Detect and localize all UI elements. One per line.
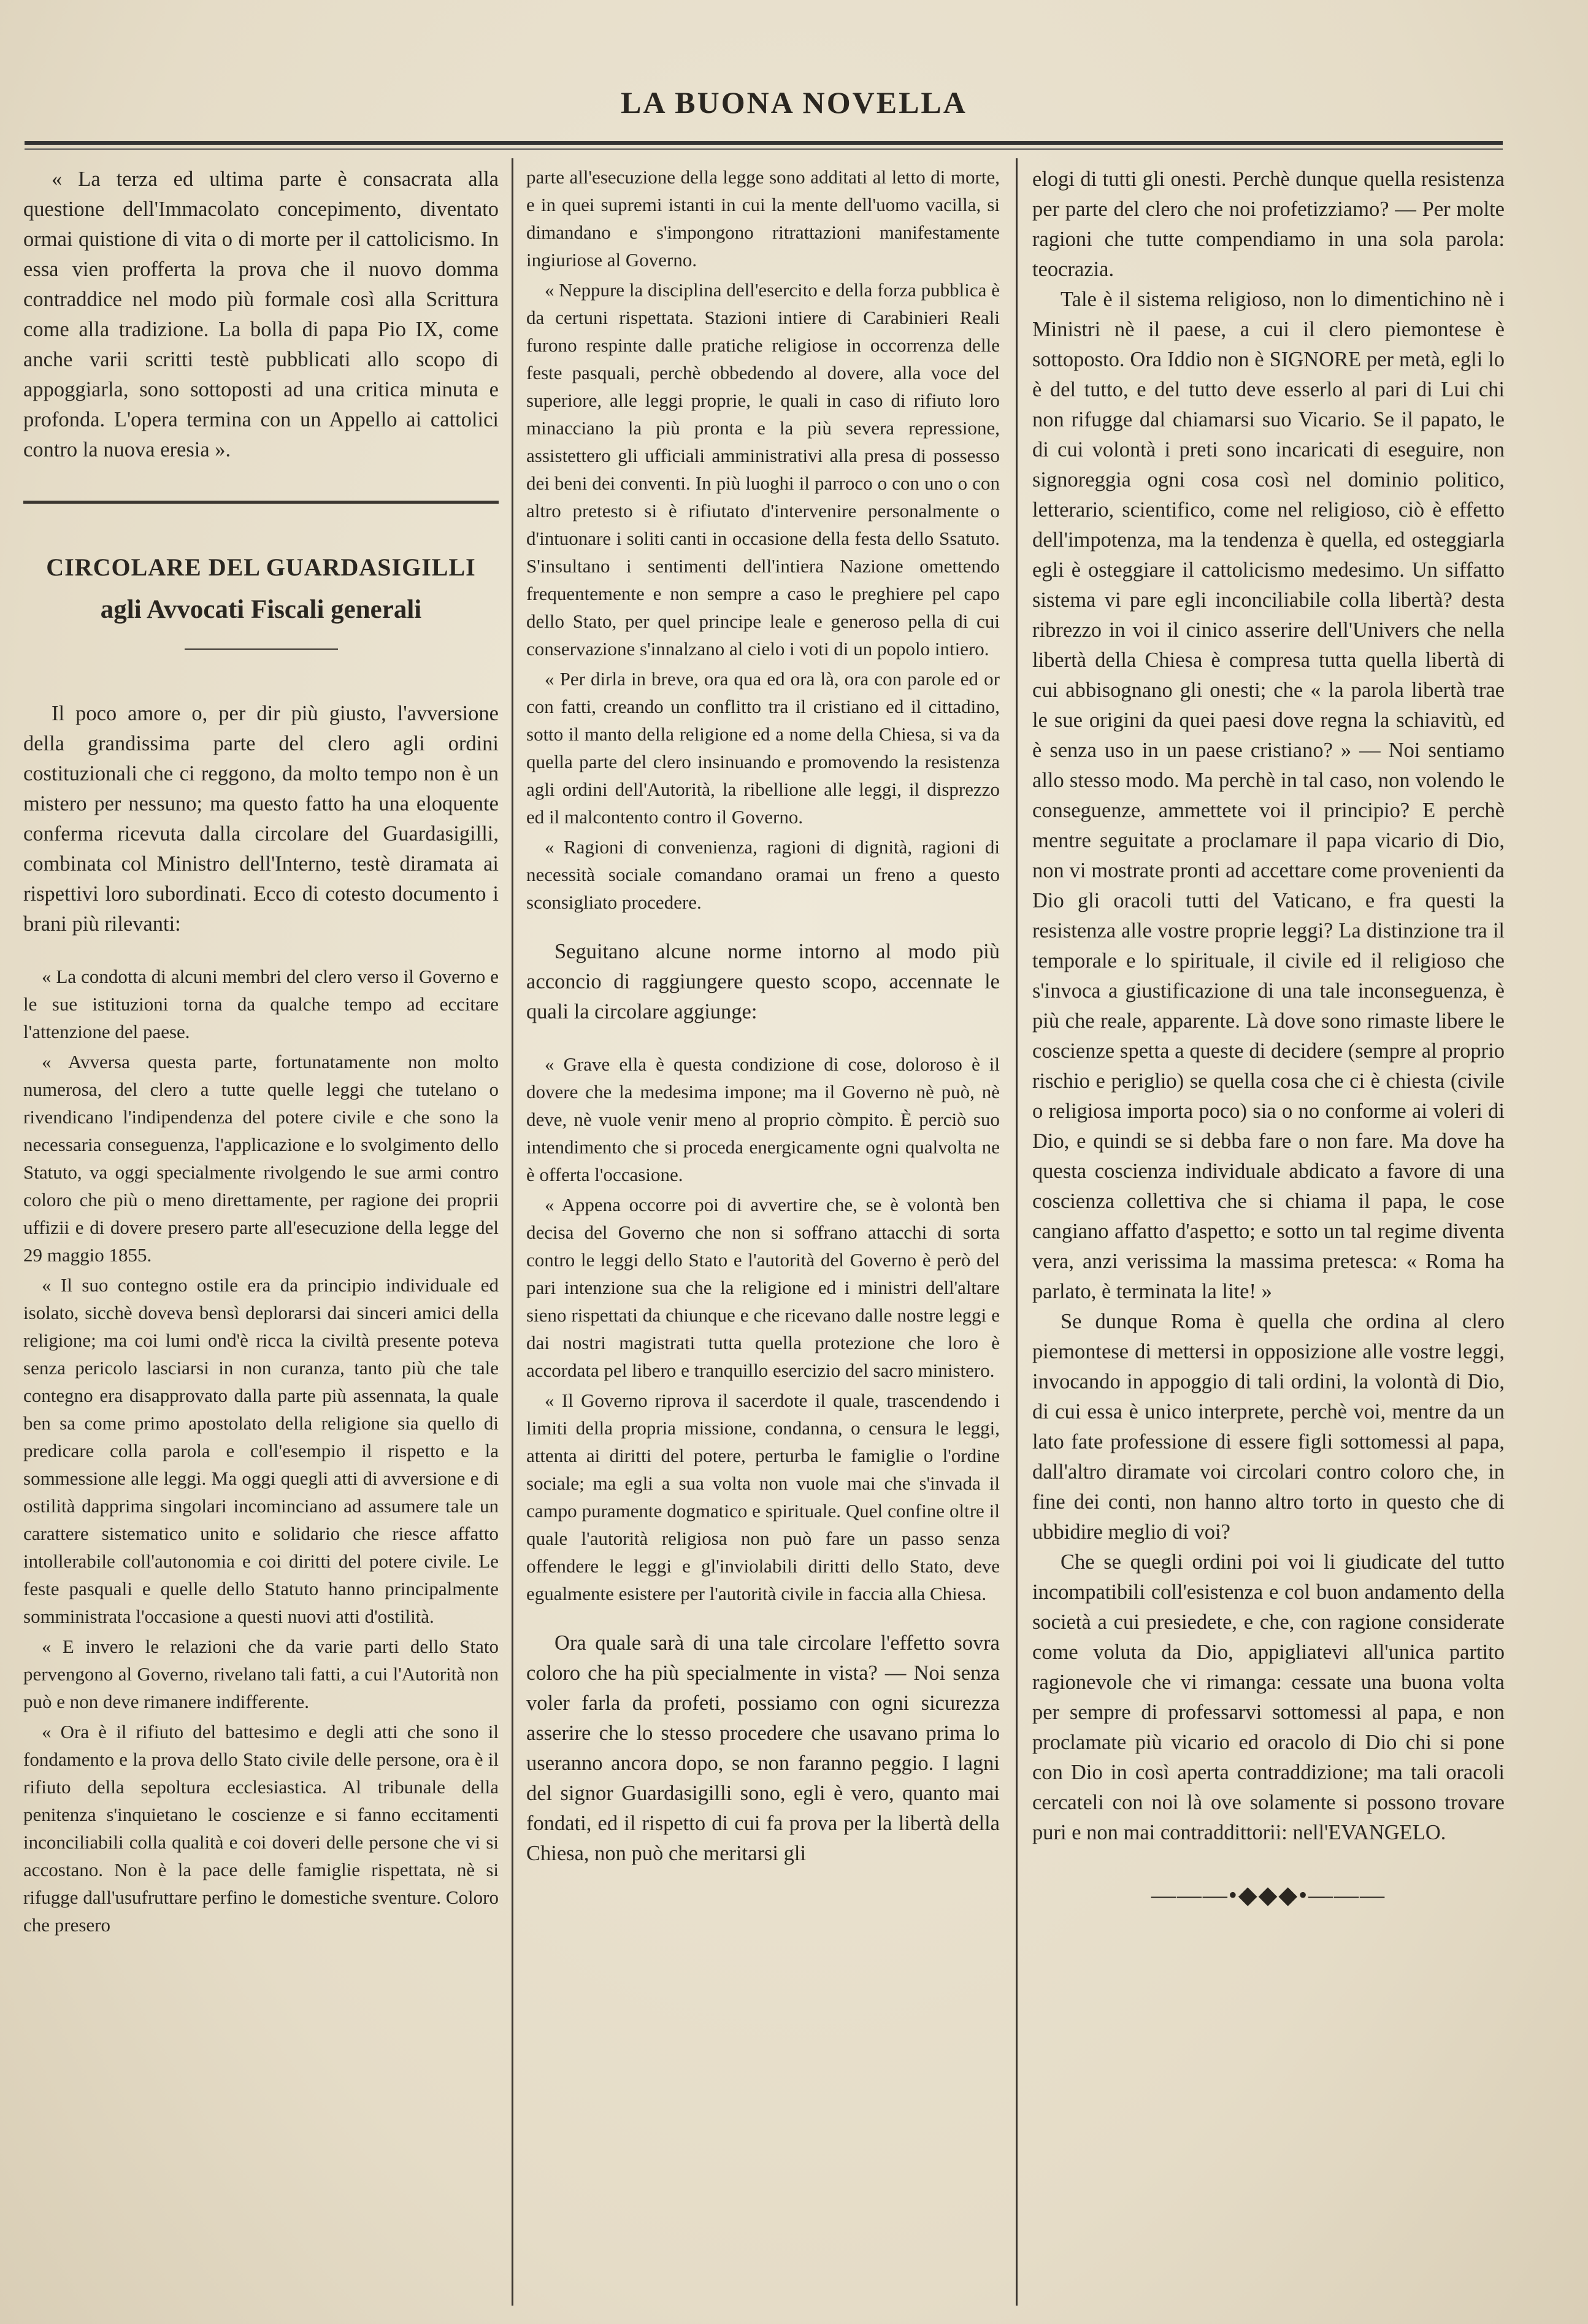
- column-divider-left: [512, 158, 513, 2306]
- section-rule: [23, 501, 499, 504]
- header-rule: [25, 141, 1503, 145]
- article-paragraph: Se dunque Roma è quella che ordina al clero piemontese di mettersi in opposizione alle vostre leggi, invocando in appoggio di tali ordini, la volontà di Dio, di cui essa è unico interprete, perchè voi, mentre da un lato fate professione di essere figli sottomessi al papa, dall'altro diramate voi circolari contro coloro che, in fine dei conti, non hanno altro torto in questo che di ubbidire meglio di voi?: [1032, 1310, 1505, 1544]
- quoted-paragraph: « Il Governo riprova il sacerdote il quale, trascendendo i limiti della propria missione, condanna, o censura le leggi, attenta ai diritti del potere, perturba le famiglie o l'ordine sociale; ma egli a sua volta non vuole mai che s'invada il campo puramente dogmatico e spirituale. Quel confine oltre il quale l'autorità religiosa non può fare un passo senza offendere le leggi e gl'inviolabili diritti dello Stato, deve egualmente esistere per l'autorità civile in faccia alla Chiesa.: [526, 1390, 1000, 1604]
- column-1: [23, 164, 499, 1939]
- quoted-paragraph: « Ora è il rifiuto del battesimo e degli atti che sono il fondamento e la prova dello Stato civile delle persone, ora è il rifiuto della sepoltura ecclesiastica. Al tribunale della penitenza s'inquietano le coscienze e si fanno eccitamenti inconciliabili colla qualità e coi doveri delle persone che vi si accostano. Non è la pace delle famiglie rispettata, nè si rifugge dall'usufruttare perfino le domestiche sventure. Coloro che presero: [23, 1721, 499, 1936]
- header-rule-thin: [25, 148, 1503, 150]
- quoted-paragraph: « Per dirla in breve, ora qua ed ora là, ora con parole ed or con fatti, creando un conflitto tra il cristiano ed il cittadino, sotto il manto della religione ed a nome della Chiesa, si va da quella parte del clero insinuando e promovendo la resistenza agli ordini dell'Autorità, la ribellione alle leggi, il disprezzo ed il malcontento contro il Governo.: [526, 668, 1000, 828]
- closing-ornament: ———•◆◆◆•———: [1151, 1881, 1386, 1909]
- quoted-paragraph: « Il suo contegno ostile era da principio individuale ed isolato, sicchè doveva bensì deplorarsi dai sinceri amici della religione; ma coi lumi ond'è ricca la civiltà presente poteva senza pericolo lasciarsi in non curanza, tanto più che tale contegno era disapprovato dalla parte più assennata, la quale ben sa come primo apostolato della religione sia quello di predicare colla parola e coll'esempio il rispetto e la sommessione alle leggi. Ma oggi quegli atti di avversione e di ostilità dapprima singolari incominciano ad assumere tale un carattere sistematico unito e solidario che riesce affatto intollerabile coll'autonomia e coi diritti del potere civile. Le feste pasquali e quelle dello Statuto hanno principalmente somministrata l'occasione a questi nuovi atti d'ostilità.: [23, 1274, 499, 1627]
- title-underline: [185, 648, 338, 650]
- article-title: CIRCOLARE DEL GUARDASIGILLI: [46, 553, 476, 581]
- article-paragraph: Il poco amore o, per dir più giusto, l'avversione della grandissima parte del clero agli ordini costituzionali che ci reggono, da molto tempo non è un mistero per nessuno; ma questo fatto ha una eloquente conferma ricevuta dalla circolare del Guardasigilli, combinata col Ministro dell'Interno, testè diramata ai rispettivi loro subordinati. Ecco di cotesto documento i brani più rilevanti:: [23, 702, 499, 936]
- article-paragraph: Ora quale sarà di una tale circolare l'effetto sovra coloro che ha più specialmente in vista? — Noi senza voler farla da profeti, possiamo con ogni sicurezza asserire che lo stesso procedere che usavano prima lo useranno ancora dopo, se non faranno peggio. I lagni del signor Guardasigilli sono, egli è vero, quanto mai fondati, ed il rispetto di cui fa prova per la libertà della Chiesa, non può che meritarsi gli: [526, 1631, 1000, 1865]
- column-3: [1032, 164, 1505, 1910]
- column-2: [526, 161, 1000, 1869]
- quoted-paragraph: « Ragioni di convenienza, ragioni di dignità, ragioni di necessità sociale comandano oramai un freno a questo sconsigliato procedere.: [526, 836, 1000, 913]
- quoted-paragraph: « Appena occorre poi di avvertire che, se è volontà ben decisa del Governo che non si soffrano attacchi di sorta contro le leggi dello Stato e l'autorità del Governo è però del pari intenzione sua che la religione ed i ministri dell'altare sieno rispettati da chiunque e che ricevano dalle nostre leggi e dai nostri magistrati tutta quella protezione che loro è accordata pel libero e tranquillo esercizio del sacro ministero.: [526, 1194, 1000, 1381]
- article-paragraph: elogi di tutti gli onesti. Perchè dunque quella resistenza per parte del clero che noi profetizziamo? — Per molte ragioni che tutte compendiamo in una sola parola: teocrazia.: [1032, 167, 1505, 281]
- column-divider-right: [1016, 158, 1018, 2306]
- masthead: LA BUONA NOVELLA: [621, 85, 967, 120]
- article-subtitle: agli Avvocati Fiscali generali: [100, 595, 422, 624]
- quoted-paragraph: parte all'esecuzione della legge sono additati al letto di morte, e in quei supremi istanti in cui la mente dell'uomo vacilla, si dimandano e s'impongono ritrattazioni manifestamente ingiuriose al Governo.: [526, 166, 1000, 271]
- quoted-paragraph: « La condotta di alcuni membri del clero verso il Governo e le sue istituzioni torna da qualche tempo ad eccitare l'attenzione del paese.: [23, 966, 499, 1042]
- quoted-paragraph: « Grave ella è questa condizione di cose, doloroso è il dovere che la medesima impone; ma il Governo nè può, nè deve, nè vuole venir meno al proprio còmpito. È perciò suo intendimento che si proceda energicamente ogni qualvolta ne è offerta l'occasione.: [526, 1053, 1000, 1185]
- quoted-paragraph: « Avversa questa parte, fortunatamente non molto numerosa, del clero a tutte quelle leggi che tutelano o rivendicano l'indipendenza del potere civile e che sono la necessaria conseguenza, l'applicazione e lo svolgimento dello Statuto, va oggi specialmente rivolgendo le sue armi contro coloro che più o meno direttamente, per ragione dei proprii uffizii e di dovere presero parte all'esecuzione della legge del 29 maggio 1855.: [23, 1051, 499, 1266]
- quoted-paragraph: « Neppure la disciplina dell'esercito e della forza pubblica è da certuni rispettata. Stazioni intiere di Carabinieri Reali furono respinte dalle pratiche religiose in occorrenza delle feste pasquali, perchè obbedendo al dovere, alla voce del superiore, alle leggi proprie, le quali in caso di rifiuto loro minacciano la più pronta e la più severa repressione, assistettero gli ufficiali amministrativi alla presa di possesso dei beni dei conventi. In più luoghi il parroco o con uno o con altro pretesto si è rifiutato d'intervenire personalmente o d'intuonare i soliti canti in occasione della festa dello Ssatuto. S'insultano i sentimenti dell'intiera Nazione omettendo frequentemente e non sempre a caso le preghiere pel capo dello Stato, per quel principe leale e generoso pella di cui conservazione s'innalzano al cielo i voti di un popolo intiero.: [526, 279, 1000, 660]
- article-paragraph: Tale è il sistema religioso, non lo dimentichino nè i Ministri nè il paese, a cui il clero piemontese è sottoposto. Ora Iddio non è SIGNORE per metà, egli lo è del tutto, e del tutto deve esserlo al pari di Lui chi non rifugge dal chiamarsi suo Vicario. Se il papato, le di cui volontà i preti sono incaricati di eseguire, non signoreggia ogni cosa così nel dominio politico, letterario, scientifico, come nel religioso, ciò è effetto dell'impotenza, ma la tendenza è quella, ed osteggiarla egli è osteggiare il cattolicismo medesimo. Un siffatto sistema vi pare egli inconciliabile colla libertà? desta ribrezzo in voi il cinico asserire dell'Univers che nella libertà della Chiesa è compresa tutta quella libertà di cui abbisognano gli onesti; che « la parola libertà trae le sue origini da quei paesi dove regna la schiavitù, ed è senza uso in un paese cristiano? » — Noi sentiamo allo stesso modo. Ma perchè in tal caso, non volendo le conseguenze, ammettete voi il principio? E perchè mentre seguitate a proclamare il papa vicario di Dio, non vi mostrate pronti ad accettare come provenienti da Dio gli oracoli tutti del Vaticano, e fra questi la resistenza alle vostre proprie leggi? La distinzione tra il temporale e lo spirituale, il civile ed il religioso che s'invoca a giustificazione di una tale inconseguenza, è più che reale, apparente. Là dove sono rimaste libere le coscienze spetta a queste di decidere (sempre al proprio rischio e periglio) se quella cosa che ci è chiesta (civile o religiosa importa poco) sia o no conforme ai voleri di Dio, e quindi se si debba fare o non fare. Ma dove ha questa coscienza individuale abdicato a favore di una coscienza collettiva che si chiama il papa, le cose cangiano affatto d'aspetto; e sotto un tal regime diventa vera, anzi verissima la massima pretesca: « Roma ha parlato, è terminata la lite! »: [1032, 288, 1505, 1303]
- article-paragraph: Seguitano alcune norme intorno al modo più acconcio di raggiungere questo scopo, accennate le quali la circolare aggiunge:: [526, 940, 1000, 1023]
- article-paragraph: Che se quegli ordini poi voi li giudicate del tutto incompatibili coll'esistenza e col buon andamento della società a cui presiedete, e che, con ragione considerate come voluta da Dio, appigliatevi all'unica partito ragionevole che vi rimanga: cessate una buona volta per sempre di professarvi sottomessi al papa, e non proclamate più vicario ed oracolo di Dio chi si pone con Dio in così aperta contraddizione; ma tali oracoli cercateli con noi là ove solamente si possono trovare puri e non mai contraddittorii: nell'EVANGELO.: [1032, 1550, 1505, 1844]
- intro-paragraph: « La terza ed ultima parte è consacrata alla questione dell'Immacolato concepimento, diventato ormai quistione di vita o di morte per il cattolicismo. In essa vien profferta la prova che il nuovo domma contraddice nel modo più formale così alla Scrittura come alla tradizione. La bolla di papa Pio IX, come anche varii scritti testè pubblicati allo scopo di appoggiarla, sono sottoposti ad una critica minuta e profonda. L'opera termina con un Appello ai cattolici contro la nuova eresia ».: [23, 167, 499, 461]
- quoted-paragraph: « E invero le relazioni che da varie parti dello Stato pervengono al Governo, rivelano tali fatti, a cui l'Autorità non può e non deve rimanere indifferente.: [23, 1636, 499, 1712]
